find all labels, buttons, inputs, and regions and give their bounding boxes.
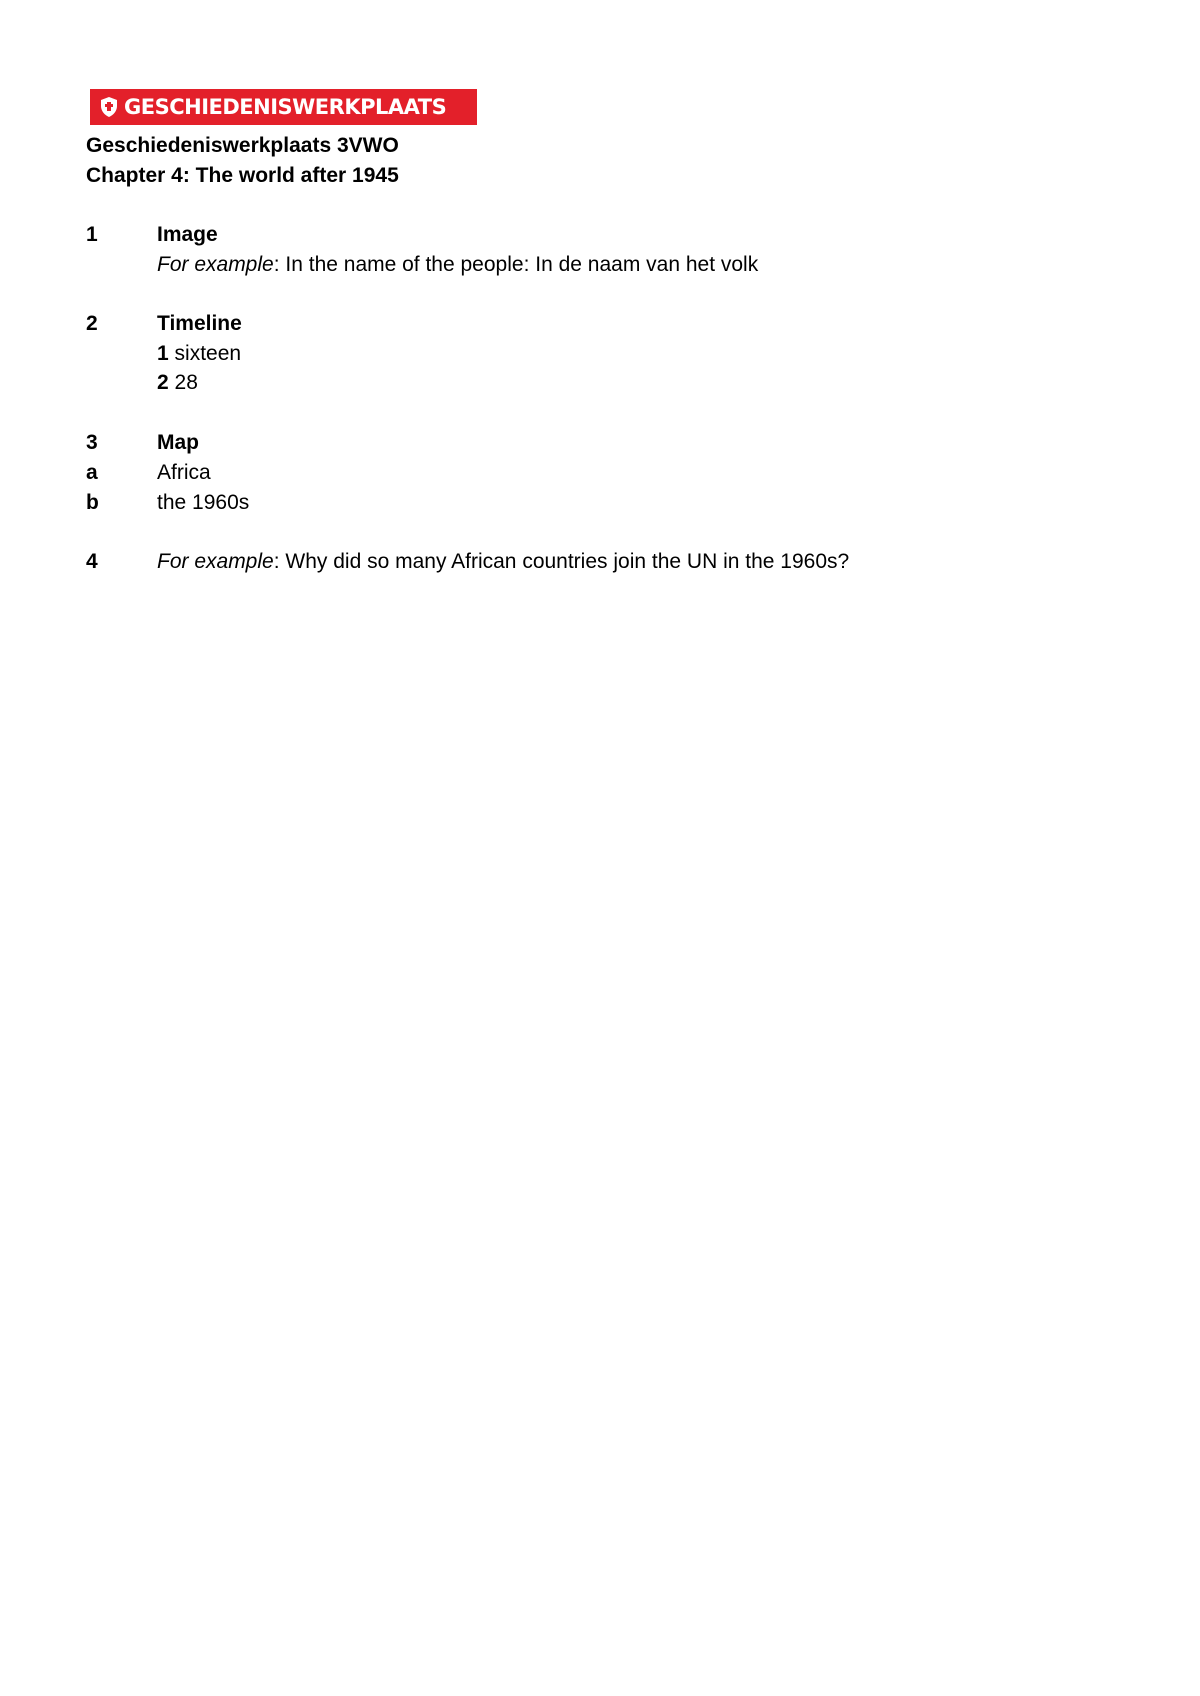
answer-value: 28 <box>168 371 198 394</box>
question-title: Timeline <box>157 312 242 335</box>
question-number: 4 <box>86 550 98 573</box>
answer-number: 2 <box>157 371 169 394</box>
answer-value: sixteen <box>168 342 242 365</box>
example-answer: : Why did so many African countries join the UN in the 1960s? <box>273 550 850 573</box>
question-number: 2 <box>86 312 98 335</box>
example-label: For example <box>157 253 274 276</box>
answer-text <box>157 550 849 574</box>
subquestion-label: a <box>86 461 98 484</box>
question-title: Map <box>157 431 199 454</box>
shield-icon <box>100 96 118 118</box>
question-number: 3 <box>86 431 98 454</box>
subquestion-label: b <box>86 491 99 514</box>
document-title: Geschiedeniswerkplaats 3VWO <box>86 134 399 157</box>
chapter-title: Chapter 4: The world after 1945 <box>86 164 399 187</box>
answer-value: the 1960s <box>157 491 250 514</box>
example-answer: : In the name of the people: In de naam van het volk <box>273 253 759 276</box>
answer-value: Africa <box>157 461 211 484</box>
logo-text: GESCHIEDENISWERKPLAATS <box>124 95 447 119</box>
answer-text <box>157 342 241 366</box>
brand-logo <box>90 89 477 125</box>
answer-text <box>157 253 758 277</box>
answer-number: 1 <box>157 342 169 365</box>
question-title: Image <box>157 223 218 246</box>
answer-text <box>157 371 198 395</box>
example-label: For example <box>157 550 274 573</box>
question-number: 1 <box>86 223 98 246</box>
